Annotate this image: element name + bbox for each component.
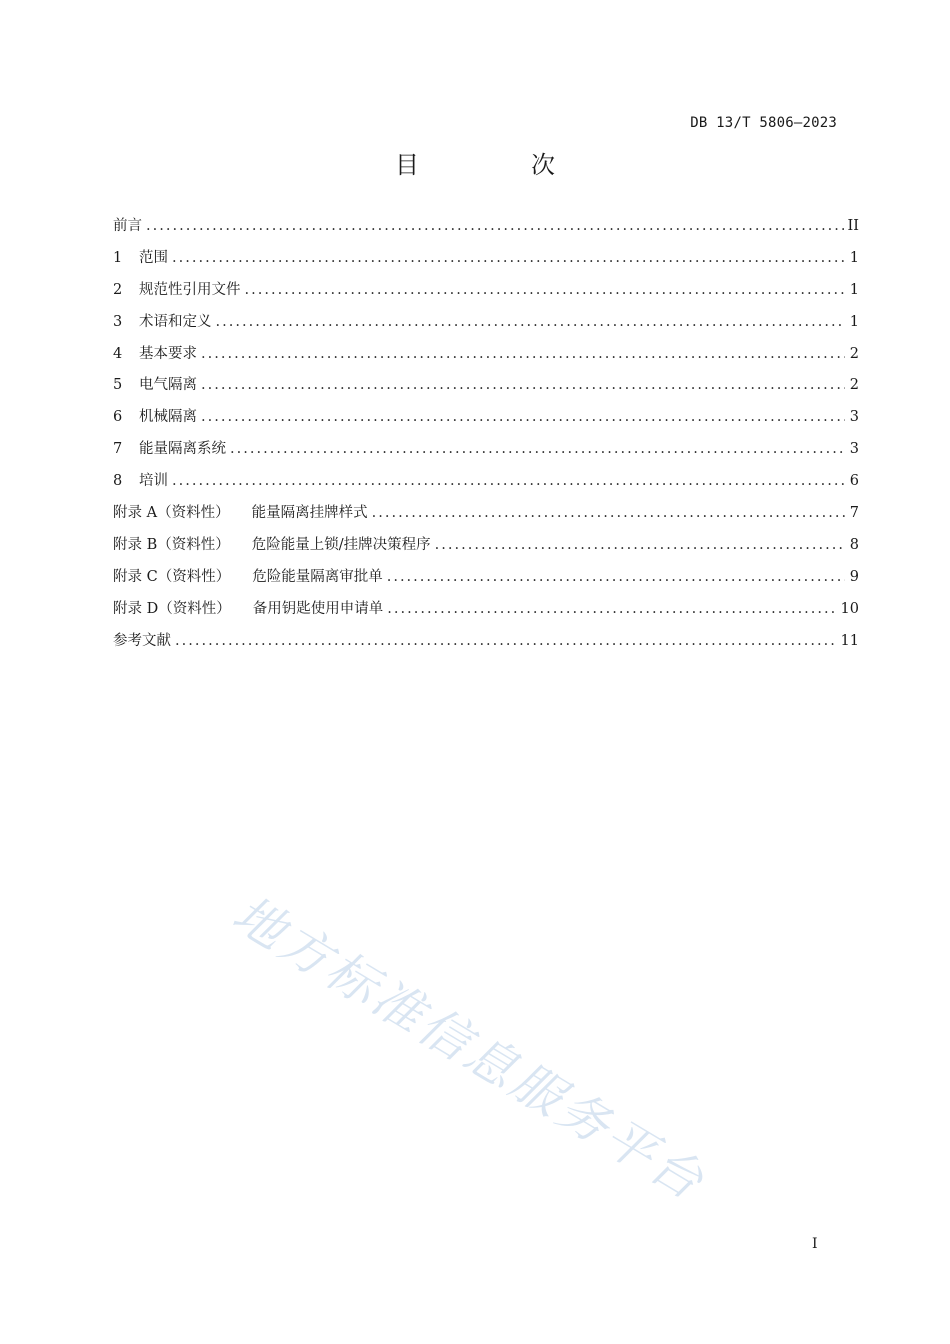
leader-dots (387, 601, 836, 617)
toc-entry-appendix-d[interactable] (113, 597, 859, 629)
toc-entry-page: 1 (849, 249, 859, 266)
toc-entry-terms-definitions[interactable] (113, 310, 859, 342)
toc-entry-label: 危险能量隔离审批单 (252, 568, 383, 585)
table-of-contents (113, 214, 859, 660)
toc-entry-basic-requirements[interactable] (113, 342, 859, 374)
toc-entry-appendix-b[interactable] (113, 533, 859, 565)
appendix-prefix: 附录 D（资料性） (113, 600, 231, 617)
toc-entry-energy-isolation-system[interactable] (113, 437, 859, 469)
toc-entry-page: 8 (849, 536, 859, 553)
toc-entry-foreword[interactable] (113, 214, 859, 246)
leader-dots (435, 537, 845, 553)
toc-entry-scope[interactable] (113, 246, 859, 278)
leader-dots (230, 441, 845, 457)
toc-entry-page: 1 (849, 313, 859, 330)
toc-entry-training[interactable] (113, 469, 859, 501)
page-number: I (812, 1236, 818, 1252)
leader-dots (201, 409, 845, 425)
leader-dots (201, 346, 845, 362)
leader-dots (201, 377, 845, 393)
leader-dots (172, 473, 845, 489)
toc-entry-page: 6 (849, 473, 859, 490)
toc-entry-bibliography[interactable] (113, 629, 859, 661)
toc-entry-page: 1 (849, 281, 859, 298)
toc-entry-label: 备用钥匙使用申请单 (252, 600, 384, 617)
document-code: DB 13/T 5806—2023 (690, 115, 837, 131)
leader-dots (216, 314, 846, 330)
toc-entry-label: 机械隔离 (139, 409, 197, 426)
toc-entry-page: 10 (840, 600, 859, 617)
toc-entry-appendix-c[interactable] (113, 565, 859, 597)
toc-entry-label: 基本要求 (139, 345, 197, 362)
appendix-prefix: 附录 A（资料性） (113, 505, 230, 522)
toc-entry-electrical-isolation[interactable] (113, 373, 859, 405)
leader-dots (245, 282, 846, 298)
toc-entry-label: 前言 (113, 218, 142, 234)
toc-entry-number: 3 (113, 313, 123, 330)
toc-entry-page: 7 (849, 505, 859, 522)
toc-entry-page: 3 (849, 409, 859, 426)
page-title: 目 次 (395, 151, 599, 179)
toc-entry-label: 术语和定义 (139, 313, 212, 330)
toc-entry-number: 4 (113, 345, 123, 362)
leader-dots (172, 250, 845, 266)
toc-entry-number: 7 (113, 441, 123, 458)
appendix-prefix: 附录 B（资料性） (113, 536, 230, 553)
toc-entry-page: II (847, 218, 859, 234)
leader-dots (175, 633, 837, 649)
toc-entry-page: 3 (849, 441, 859, 458)
toc-entry-label: 能量隔离挂牌样式 (251, 505, 368, 522)
toc-entry-label: 培训 (139, 473, 168, 490)
toc-entry-page: 2 (849, 345, 859, 362)
toc-entry-page: 11 (840, 632, 859, 649)
toc-entry-number: 1 (113, 249, 123, 266)
toc-entry-appendix-a[interactable] (113, 501, 859, 533)
toc-entry-number: 2 (113, 281, 123, 298)
toc-entry-normative-references[interactable] (113, 278, 859, 310)
toc-entry-label: 范围 (139, 249, 168, 266)
toc-entry-number: 8 (113, 473, 123, 490)
leader-dots (146, 218, 844, 234)
toc-entry-label: 规范性引用文件 (139, 281, 241, 298)
toc-entry-label: 参考文献 (113, 632, 171, 649)
toc-entry-number: 6 (113, 409, 123, 426)
toc-entry-label: 电气隔离 (139, 377, 197, 394)
toc-entry-label: 危险能量上锁/挂牌决策程序 (251, 536, 431, 553)
leader-dots (387, 569, 845, 585)
toc-entry-number: 5 (113, 377, 123, 394)
toc-entry-mechanical-isolation[interactable] (113, 405, 859, 437)
toc-entry-page: 2 (849, 377, 859, 394)
watermark: 地方标准信息服务平台 (223, 884, 716, 1213)
leader-dots (372, 505, 845, 521)
toc-entry-page: 9 (849, 568, 859, 585)
appendix-prefix: 附录 C（资料性） (113, 568, 231, 585)
toc-entry-label: 能量隔离系统 (139, 441, 226, 458)
